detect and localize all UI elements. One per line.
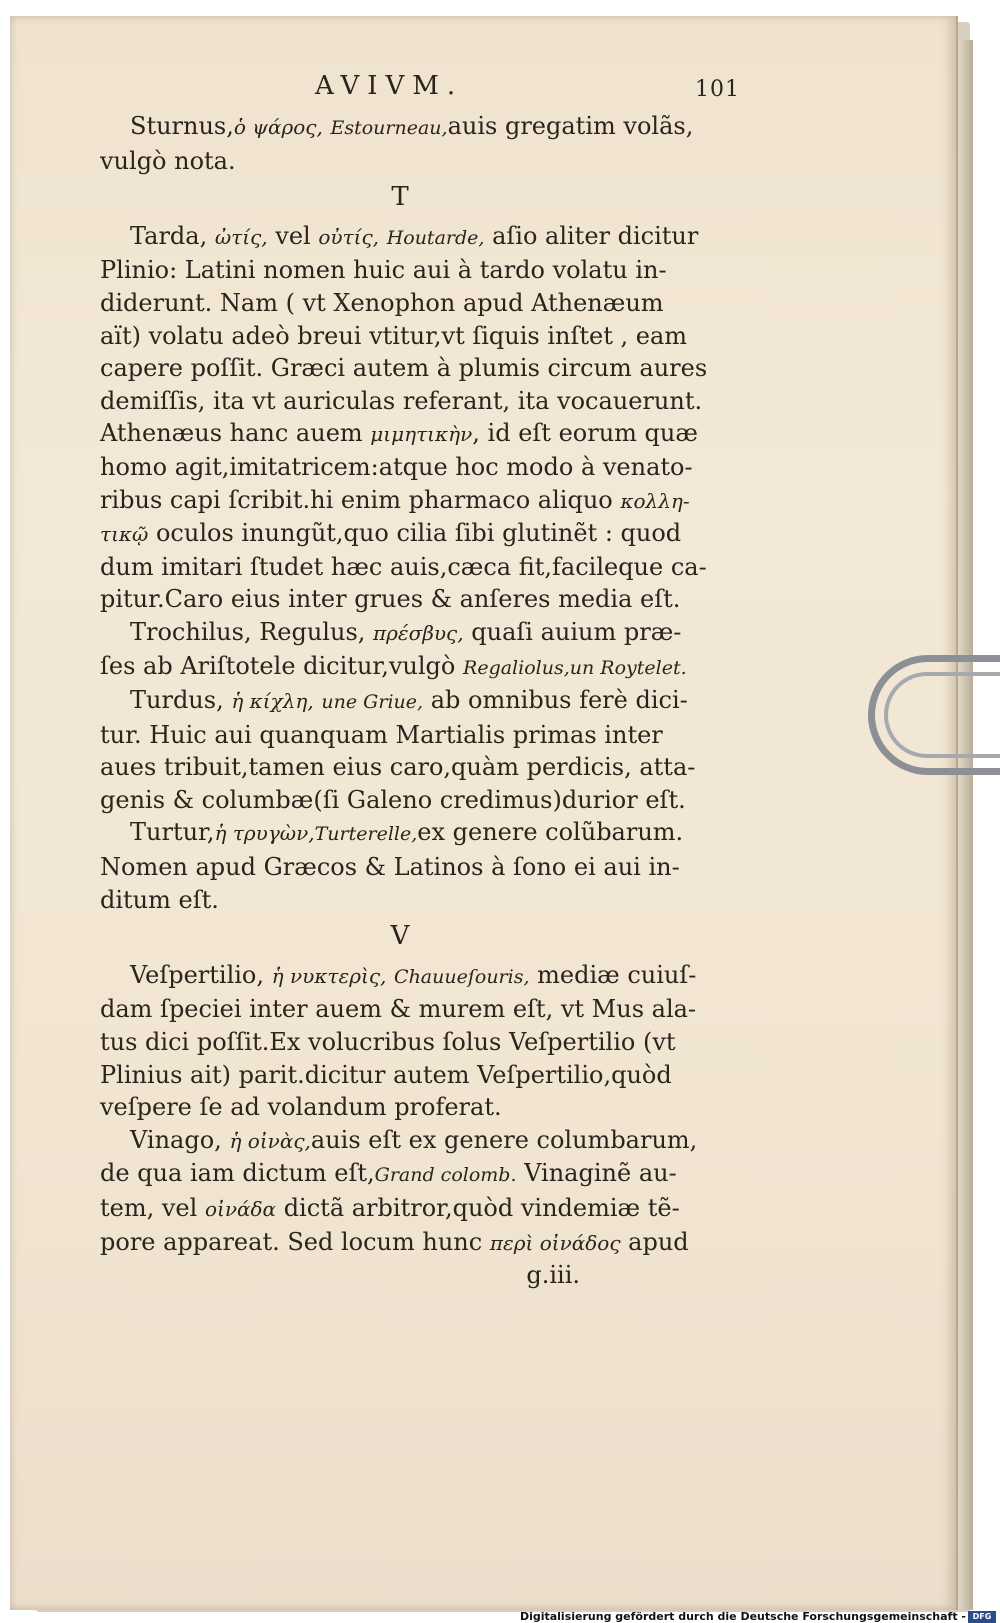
text-line: capere poſſit. Græci autem à plumis circum aures <box>100 354 708 383</box>
text-line: Plinius ait) parit.dicitur autem Veſpertilio,quòd <box>100 1060 672 1089</box>
text-line: homo agit,imitatricem:atque hoc modo à venato- <box>100 452 693 481</box>
signature-mark: g.iii. <box>526 1261 580 1290</box>
section-letter-t: T <box>391 182 409 213</box>
digitization-footer <box>0 1612 1000 1623</box>
text-line: Tarda, ὠτίς, vel οὐτίς, Houtarde, aſio aliter dicitur <box>130 221 699 250</box>
text-line: Turtur,ἡ τρυγὼν,Turterelle,ex genere colũbarum. <box>130 818 684 847</box>
text-line: ſes ab Ariſtotele dicitur,vulgò Regaliolus,un Roytelet. <box>100 651 687 680</box>
text-line: tus dici poſſit.Ex volucribus ſolus Veſpertilio (vt <box>100 1028 676 1057</box>
text-line: Turdus, ἡ κίχλη, une Griue, ab omnibus ferè dici- <box>130 686 688 715</box>
text-line: Plinio: Latini nomen huic aui à tardo volatu in- <box>100 256 667 285</box>
page-text <box>100 70 740 1292</box>
funding-credit: Digitalisierung gefördert durch die Deutsche Forschungsgemeinschaft - <box>519 1610 966 1623</box>
text-line: Trochilus, Regulus, πρέσβυς, quaſi auium præ- <box>130 617 682 646</box>
text-line: diderunt. Nam ( vt Xenophon apud Athenæum <box>100 288 664 317</box>
dfg-logo: DFG <box>968 1611 996 1623</box>
text-line: ditum eſt. <box>100 885 219 914</box>
text-line: tur. Huic aui quanquam Martialis primas inter <box>100 720 663 749</box>
text-line: genis & columbæ(ſi Galeno credimus)durior eſt. <box>100 785 686 814</box>
text-line: demiſſis, ita vt auriculas referant, ita vocauerunt. <box>100 386 703 415</box>
text-line: aït) volatu adeò breui vtitur,vt ſiquis inſtet , eam <box>100 321 688 350</box>
text-line: Vinago, ἡ οἰνὰς,auis eſt ex genere columbarum, <box>130 1125 698 1154</box>
paper-clip-inner-loop <box>884 672 1000 758</box>
page-header <box>100 70 740 106</box>
section-letter-v: V <box>390 921 410 952</box>
text-line: de qua iam dictum eſt,Grand colomb. Vinaginẽ au- <box>100 1159 677 1188</box>
page-number: 101 <box>695 77 740 102</box>
text-line: Athenæus hanc auem μιμητικὴν, id eſt eorum quæ <box>100 419 698 448</box>
text-line: Nomen apud Græcos & Latinos à ſono ei aui in- <box>100 853 680 882</box>
running-head: AVIVM. <box>315 71 464 101</box>
text-line: tem, vel οἰνάδα dictã arbitror,quòd vindemiæ tẽ- <box>100 1194 680 1222</box>
text-line: dam ſpeciei inter auem & murem eſt, vt Mus ala- <box>100 995 697 1024</box>
text-line: aues tribuit,tamen eius caro,quàm perdicis, atta- <box>100 753 696 782</box>
text-line: ribus capi ſcribit.hi enim pharmaco aliquo κολλη- <box>100 485 690 514</box>
text-line: pitur.Caro eius inter grues & anſeres media eſt. <box>100 585 681 614</box>
text-line: τικῷ oculos inungũt,quo cilia ſibi glutinẽt : quod <box>100 519 682 548</box>
text-line: Sturnus,ὁ ψάρος, Estourneau,auis gregatim volãs, <box>130 112 694 140</box>
text-line: veſpere ſe ad volandum proferat. <box>100 1093 502 1122</box>
text-line: Veſpertilio, ἡ νυκτερὶς, Chauueſouris, mediæ cuiuſ- <box>130 960 697 989</box>
text-line: pore appareat. Sed locum hunc περὶ οἰνάδος apud <box>100 1227 689 1256</box>
text-line: vulgò nota. <box>100 146 236 175</box>
text-line: dum imitari ſtudet hæc auis,cæca fit,facileque ca- <box>100 552 707 581</box>
